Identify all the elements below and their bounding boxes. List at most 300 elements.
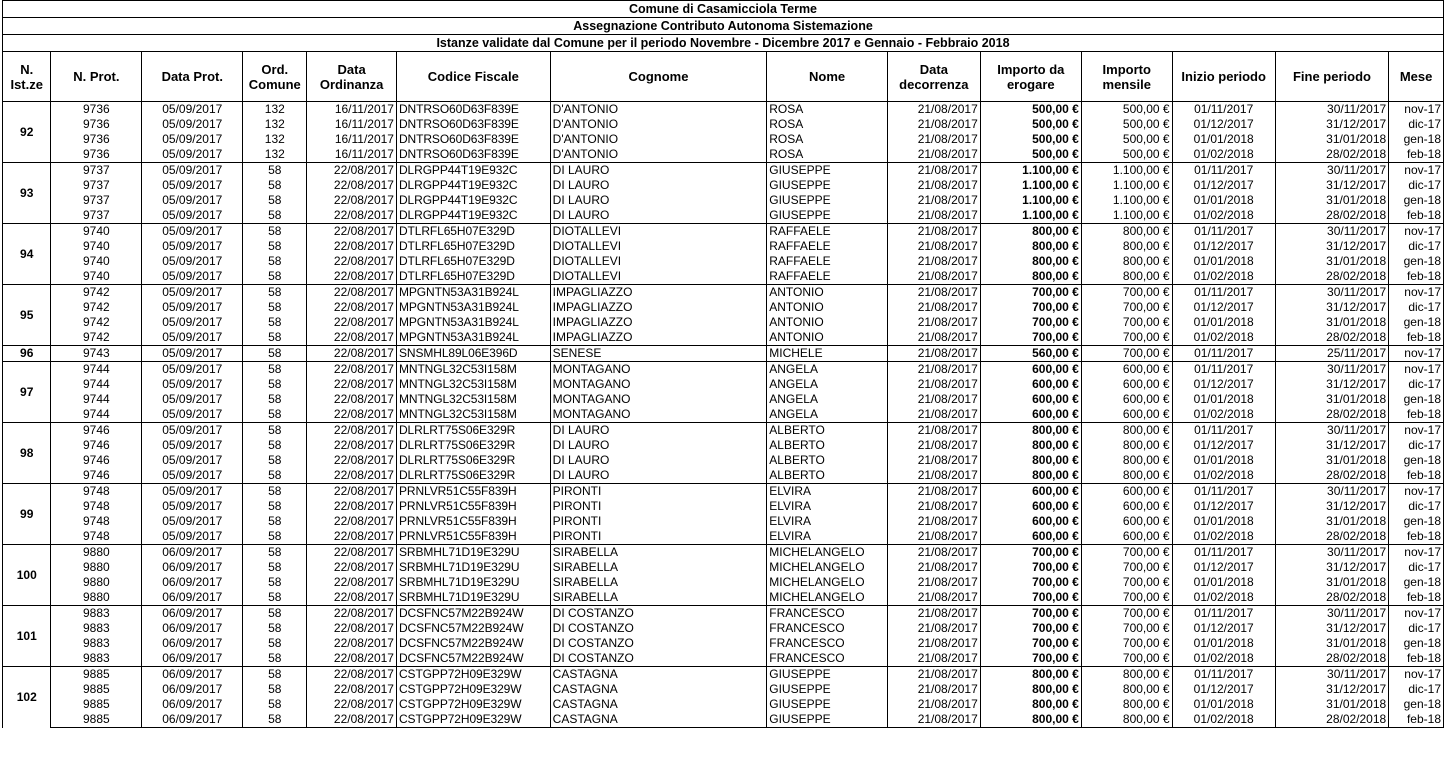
cell-ord-comune: 58 bbox=[243, 560, 307, 575]
table-row bbox=[3, 407, 1444, 423]
table-row bbox=[3, 346, 1444, 362]
cell-nome: MICHELE bbox=[767, 346, 888, 362]
cell-nome: GIUSEPPE bbox=[767, 712, 888, 728]
cell-mese: nov-17 bbox=[1389, 423, 1444, 439]
table-row bbox=[3, 453, 1444, 468]
cell-nome: RAFFAELE bbox=[767, 224, 888, 240]
cell-importo-mensile: 600,00 € bbox=[1081, 407, 1172, 423]
cell-mese: gen-18 bbox=[1389, 575, 1444, 590]
cell-ord-comune: 132 bbox=[243, 147, 307, 163]
cell-data-prot: 05/09/2017 bbox=[142, 102, 243, 118]
cell-data-decorrenza: 21/08/2017 bbox=[887, 484, 980, 500]
cell-importo-mensile: 700,00 € bbox=[1081, 300, 1172, 315]
cell-nome: GIUSEPPE bbox=[767, 682, 888, 697]
cell-data-decorrenza: 21/08/2017 bbox=[887, 407, 980, 423]
cell-nome: ELVIRA bbox=[767, 484, 888, 500]
cell-fine-periodo: 28/02/2018 bbox=[1275, 590, 1388, 606]
cell-cognome: CASTAGNA bbox=[550, 667, 767, 683]
cell-data-decorrenza: 21/08/2017 bbox=[887, 102, 980, 118]
cell-data-prot: 05/09/2017 bbox=[142, 468, 243, 484]
cell-fine-periodo: 31/12/2017 bbox=[1275, 300, 1388, 315]
cell-fine-periodo: 30/11/2017 bbox=[1275, 362, 1388, 378]
col-header-codice-fiscale: Codice Fiscale bbox=[396, 52, 550, 102]
cell-importo-erogare: 800,00 € bbox=[980, 224, 1081, 240]
cell-ord-comune: 58 bbox=[243, 590, 307, 606]
table-row bbox=[3, 208, 1444, 224]
cell-ord-comune: 58 bbox=[243, 468, 307, 484]
cell-mese: gen-18 bbox=[1389, 697, 1444, 712]
col-header-data-prot: Data Prot. bbox=[142, 52, 243, 102]
table-row bbox=[3, 484, 1444, 500]
cell-inizio-periodo: 01/11/2017 bbox=[1172, 163, 1275, 179]
cell-importo-erogare: 700,00 € bbox=[980, 545, 1081, 561]
col-header-n-prot: N. Prot. bbox=[51, 52, 142, 102]
cell-ord-comune: 58 bbox=[243, 315, 307, 330]
cell-importo-erogare: 500,00 € bbox=[980, 132, 1081, 147]
cell-cognome: SIRABELLA bbox=[550, 575, 767, 590]
cell-data-prot: 05/09/2017 bbox=[142, 208, 243, 224]
cell-inizio-periodo: 01/01/2018 bbox=[1172, 392, 1275, 407]
cell-data-decorrenza: 21/08/2017 bbox=[887, 636, 980, 651]
istanza-group bbox=[3, 102, 1444, 163]
cell-inizio-periodo: 01/02/2018 bbox=[1172, 407, 1275, 423]
cell-n-prot: 9740 bbox=[51, 269, 142, 285]
cell-importo-mensile: 500,00 € bbox=[1081, 102, 1172, 118]
cell-n-prot: 9885 bbox=[51, 682, 142, 697]
cell-ord-comune: 58 bbox=[243, 651, 307, 667]
cell-cognome: DI LAURO bbox=[550, 468, 767, 484]
cell-n-prot: 9880 bbox=[51, 575, 142, 590]
cell-data-prot: 05/09/2017 bbox=[142, 239, 243, 254]
table-row bbox=[3, 468, 1444, 484]
cell-importo-erogare: 1.100,00 € bbox=[980, 208, 1081, 224]
cell-cognome: IMPAGLIAZZO bbox=[550, 300, 767, 315]
cell-n-prot: 9744 bbox=[51, 407, 142, 423]
cell-fine-periodo: 28/02/2018 bbox=[1275, 330, 1388, 346]
cell-nome: ALBERTO bbox=[767, 438, 888, 453]
cell-n-prot: 9742 bbox=[51, 330, 142, 346]
cell-codice-fiscale: MNTNGL32C53I158M bbox=[396, 392, 550, 407]
cell-importo-erogare: 700,00 € bbox=[980, 285, 1081, 301]
cell-importo-erogare: 700,00 € bbox=[980, 300, 1081, 315]
cell-codice-fiscale: DCSFNC57M22B924W bbox=[396, 621, 550, 636]
cell-nome: ALBERTO bbox=[767, 423, 888, 439]
cell-nome: GIUSEPPE bbox=[767, 697, 888, 712]
cell-fine-periodo: 31/01/2018 bbox=[1275, 132, 1388, 147]
cell-codice-fiscale: DTLRFL65H07E329D bbox=[396, 254, 550, 269]
cell-ord-comune: 58 bbox=[243, 529, 307, 545]
cell-data-prot: 05/09/2017 bbox=[142, 484, 243, 500]
cell-data-ordinanza: 22/08/2017 bbox=[307, 590, 397, 606]
cell-data-decorrenza: 21/08/2017 bbox=[887, 285, 980, 301]
col-header-mese: Mese bbox=[1389, 52, 1444, 102]
cell-nome: ROSA bbox=[767, 147, 888, 163]
cell-data-decorrenza: 21/08/2017 bbox=[887, 529, 980, 545]
cell-fine-periodo: 30/11/2017 bbox=[1275, 224, 1388, 240]
cell-data-decorrenza: 21/08/2017 bbox=[887, 438, 980, 453]
cell-nome: GIUSEPPE bbox=[767, 178, 888, 193]
cell-data-prot: 05/09/2017 bbox=[142, 423, 243, 439]
cell-codice-fiscale: CSTGPP72H09E329W bbox=[396, 697, 550, 712]
cell-n-prot: 9880 bbox=[51, 590, 142, 606]
cell-fine-periodo: 31/01/2018 bbox=[1275, 392, 1388, 407]
cell-mese: gen-18 bbox=[1389, 453, 1444, 468]
table-row bbox=[3, 697, 1444, 712]
table-row bbox=[3, 193, 1444, 208]
cell-data-ordinanza: 22/08/2017 bbox=[307, 529, 397, 545]
cell-ord-comune: 58 bbox=[243, 682, 307, 697]
cell-data-ordinanza: 22/08/2017 bbox=[307, 330, 397, 346]
cell-data-decorrenza: 21/08/2017 bbox=[887, 621, 980, 636]
cell-data-prot: 05/09/2017 bbox=[142, 315, 243, 330]
cell-data-ordinanza: 22/08/2017 bbox=[307, 193, 397, 208]
cell-codice-fiscale: PRNLVR51C55F839H bbox=[396, 529, 550, 545]
cell-data-decorrenza: 21/08/2017 bbox=[887, 423, 980, 439]
cell-inizio-periodo: 01/01/2018 bbox=[1172, 132, 1275, 147]
cell-data-decorrenza: 21/08/2017 bbox=[887, 163, 980, 179]
cell-nome: ELVIRA bbox=[767, 514, 888, 529]
cell-cognome: CASTAGNA bbox=[550, 712, 767, 728]
cell-nome: MICHELANGELO bbox=[767, 590, 888, 606]
cell-importo-mensile: 800,00 € bbox=[1081, 712, 1172, 728]
cell-mese: dic-17 bbox=[1389, 178, 1444, 193]
cell-nome: RAFFAELE bbox=[767, 239, 888, 254]
cell-importo-mensile: 700,00 € bbox=[1081, 560, 1172, 575]
cell-data-ordinanza: 16/11/2017 bbox=[307, 102, 397, 118]
cell-cognome: CASTAGNA bbox=[550, 697, 767, 712]
cell-ord-comune: 58 bbox=[243, 453, 307, 468]
cell-codice-fiscale: DNTRSO60D63F839E bbox=[396, 147, 550, 163]
cell-data-decorrenza: 21/08/2017 bbox=[887, 667, 980, 683]
col-header-data-decorrenza: Data decorrenza bbox=[887, 52, 980, 102]
cell-importo-erogare: 800,00 € bbox=[980, 712, 1081, 728]
cell-fine-periodo: 31/12/2017 bbox=[1275, 682, 1388, 697]
cell-codice-fiscale: DNTRSO60D63F839E bbox=[396, 102, 550, 118]
cell-codice-fiscale: CSTGPP72H09E329W bbox=[396, 667, 550, 683]
cell-nome: GIUSEPPE bbox=[767, 163, 888, 179]
table-row bbox=[3, 682, 1444, 697]
cell-codice-fiscale: DLRGPP44T19E932C bbox=[396, 178, 550, 193]
cell-importo-erogare: 600,00 € bbox=[980, 362, 1081, 378]
cell-codice-fiscale: CSTGPP72H09E329W bbox=[396, 682, 550, 697]
cell-data-decorrenza: 21/08/2017 bbox=[887, 590, 980, 606]
cell-importo-mensile: 800,00 € bbox=[1081, 667, 1172, 683]
cell-data-prot: 06/09/2017 bbox=[142, 560, 243, 575]
cell-fine-periodo: 31/01/2018 bbox=[1275, 575, 1388, 590]
cell-data-prot: 06/09/2017 bbox=[142, 621, 243, 636]
cell-inizio-periodo: 01/12/2017 bbox=[1172, 178, 1275, 193]
cell-codice-fiscale: MPGNTN53A31B924L bbox=[396, 285, 550, 301]
cell-data-prot: 05/09/2017 bbox=[142, 499, 243, 514]
table-row bbox=[3, 147, 1444, 163]
istanza-number: 98 bbox=[3, 423, 51, 484]
cell-mese: feb-18 bbox=[1389, 407, 1444, 423]
cell-fine-periodo: 28/02/2018 bbox=[1275, 269, 1388, 285]
cell-cognome: DI LAURO bbox=[550, 193, 767, 208]
cell-codice-fiscale: SRBMHL71D19E329U bbox=[396, 560, 550, 575]
istanza-number: 94 bbox=[3, 224, 51, 285]
cell-fine-periodo: 31/01/2018 bbox=[1275, 254, 1388, 269]
table-row bbox=[3, 132, 1444, 147]
cell-nome: ELVIRA bbox=[767, 499, 888, 514]
istanza-group bbox=[3, 163, 1444, 224]
cell-fine-periodo: 31/12/2017 bbox=[1275, 117, 1388, 132]
cell-data-decorrenza: 21/08/2017 bbox=[887, 545, 980, 561]
cell-data-prot: 05/09/2017 bbox=[142, 438, 243, 453]
table-row bbox=[3, 224, 1444, 240]
cell-data-prot: 06/09/2017 bbox=[142, 590, 243, 606]
cell-n-prot: 9883 bbox=[51, 606, 142, 622]
cell-nome: ROSA bbox=[767, 117, 888, 132]
cell-ord-comune: 58 bbox=[243, 193, 307, 208]
cell-cognome: DI LAURO bbox=[550, 453, 767, 468]
cell-mese: nov-17 bbox=[1389, 545, 1444, 561]
cell-data-decorrenza: 21/08/2017 bbox=[887, 499, 980, 514]
title-period: Istanze validate dal Comune per il periodo Novembre - Dicembre 2017 e Gennaio - Febbraio 2018 bbox=[3, 35, 1444, 52]
cell-importo-mensile: 800,00 € bbox=[1081, 239, 1172, 254]
table-row bbox=[3, 590, 1444, 606]
cell-cognome: DIOTALLEVI bbox=[550, 224, 767, 240]
cell-cognome: DIOTALLEVI bbox=[550, 254, 767, 269]
cell-codice-fiscale: DLRLRT75S06E329R bbox=[396, 423, 550, 439]
cell-ord-comune: 58 bbox=[243, 254, 307, 269]
cell-fine-periodo: 31/12/2017 bbox=[1275, 560, 1388, 575]
cell-fine-periodo: 31/01/2018 bbox=[1275, 193, 1388, 208]
cell-importo-mensile: 500,00 € bbox=[1081, 117, 1172, 132]
table-row bbox=[3, 392, 1444, 407]
cell-cognome: IMPAGLIAZZO bbox=[550, 285, 767, 301]
cell-mese: dic-17 bbox=[1389, 300, 1444, 315]
cell-inizio-periodo: 01/12/2017 bbox=[1172, 682, 1275, 697]
cell-mese: gen-18 bbox=[1389, 514, 1444, 529]
cell-inizio-periodo: 01/01/2018 bbox=[1172, 697, 1275, 712]
istanza-number: 97 bbox=[3, 362, 51, 423]
cell-importo-erogare: 800,00 € bbox=[980, 682, 1081, 697]
cell-nome: MICHELANGELO bbox=[767, 560, 888, 575]
col-header-cognome: Cognome bbox=[550, 52, 767, 102]
cell-ord-comune: 58 bbox=[243, 377, 307, 392]
cell-nome: ANGELA bbox=[767, 377, 888, 392]
cell-inizio-periodo: 01/12/2017 bbox=[1172, 560, 1275, 575]
table-row bbox=[3, 514, 1444, 529]
istanza-number: 93 bbox=[3, 163, 51, 224]
cell-importo-erogare: 600,00 € bbox=[980, 484, 1081, 500]
cell-importo-erogare: 700,00 € bbox=[980, 575, 1081, 590]
cell-inizio-periodo: 01/02/2018 bbox=[1172, 468, 1275, 484]
cell-cognome: SENESE bbox=[550, 346, 767, 362]
cell-data-prot: 05/09/2017 bbox=[142, 178, 243, 193]
cell-importo-mensile: 1.100,00 € bbox=[1081, 178, 1172, 193]
cell-importo-erogare: 500,00 € bbox=[980, 102, 1081, 118]
cell-codice-fiscale: SRBMHL71D19E329U bbox=[396, 575, 550, 590]
cell-importo-mensile: 600,00 € bbox=[1081, 362, 1172, 378]
cell-importo-erogare: 800,00 € bbox=[980, 453, 1081, 468]
table-row bbox=[3, 239, 1444, 254]
cell-data-ordinanza: 22/08/2017 bbox=[307, 254, 397, 269]
cell-codice-fiscale: DLRLRT75S06E329R bbox=[396, 438, 550, 453]
cell-cognome: PIRONTI bbox=[550, 514, 767, 529]
cell-data-ordinanza: 22/08/2017 bbox=[307, 377, 397, 392]
table-row bbox=[3, 163, 1444, 179]
istanza-number: 102 bbox=[3, 667, 51, 728]
table-row bbox=[3, 178, 1444, 193]
cell-inizio-periodo: 01/11/2017 bbox=[1172, 545, 1275, 561]
table-row bbox=[3, 362, 1444, 378]
cell-n-prot: 9746 bbox=[51, 438, 142, 453]
cell-ord-comune: 58 bbox=[243, 667, 307, 683]
cell-importo-mensile: 800,00 € bbox=[1081, 697, 1172, 712]
cell-nome: ANGELA bbox=[767, 407, 888, 423]
cell-data-ordinanza: 22/08/2017 bbox=[307, 178, 397, 193]
cell-cognome: DI COSTANZO bbox=[550, 636, 767, 651]
cell-nome: ANTONIO bbox=[767, 315, 888, 330]
cell-data-decorrenza: 21/08/2017 bbox=[887, 117, 980, 132]
cell-importo-erogare: 600,00 € bbox=[980, 514, 1081, 529]
cell-importo-mensile: 800,00 € bbox=[1081, 423, 1172, 439]
cell-fine-periodo: 31/12/2017 bbox=[1275, 178, 1388, 193]
cell-data-decorrenza: 21/08/2017 bbox=[887, 239, 980, 254]
cell-mese: nov-17 bbox=[1389, 102, 1444, 118]
cell-mese: dic-17 bbox=[1389, 377, 1444, 392]
cell-nome: ROSA bbox=[767, 132, 888, 147]
cell-importo-mensile: 700,00 € bbox=[1081, 545, 1172, 561]
cell-nome: MICHELANGELO bbox=[767, 545, 888, 561]
cell-nome: ALBERTO bbox=[767, 453, 888, 468]
cell-data-prot: 06/09/2017 bbox=[142, 667, 243, 683]
cell-importo-erogare: 800,00 € bbox=[980, 269, 1081, 285]
table-row bbox=[3, 651, 1444, 667]
cell-importo-mensile: 700,00 € bbox=[1081, 651, 1172, 667]
cell-n-prot: 9746 bbox=[51, 423, 142, 439]
cell-codice-fiscale: MNTNGL32C53I158M bbox=[396, 362, 550, 378]
cell-n-prot: 9885 bbox=[51, 667, 142, 683]
cell-importo-mensile: 700,00 € bbox=[1081, 621, 1172, 636]
cell-codice-fiscale: DLRLRT75S06E329R bbox=[396, 468, 550, 484]
cell-fine-periodo: 31/01/2018 bbox=[1275, 514, 1388, 529]
cell-importo-erogare: 700,00 € bbox=[980, 651, 1081, 667]
cell-n-prot: 9885 bbox=[51, 697, 142, 712]
cell-fine-periodo: 28/02/2018 bbox=[1275, 468, 1388, 484]
cell-ord-comune: 58 bbox=[243, 392, 307, 407]
cell-fine-periodo: 28/02/2018 bbox=[1275, 147, 1388, 163]
cell-n-prot: 9880 bbox=[51, 545, 142, 561]
cell-cognome: SIRABELLA bbox=[550, 590, 767, 606]
cell-cognome: SIRABELLA bbox=[550, 560, 767, 575]
cell-data-ordinanza: 22/08/2017 bbox=[307, 346, 397, 362]
cell-data-ordinanza: 22/08/2017 bbox=[307, 362, 397, 378]
cell-mese: feb-18 bbox=[1389, 712, 1444, 728]
cell-ord-comune: 58 bbox=[243, 575, 307, 590]
cell-importo-erogare: 700,00 € bbox=[980, 590, 1081, 606]
cell-data-ordinanza: 22/08/2017 bbox=[307, 667, 397, 683]
cell-codice-fiscale: PRNLVR51C55F839H bbox=[396, 499, 550, 514]
cell-importo-erogare: 800,00 € bbox=[980, 468, 1081, 484]
cell-data-decorrenza: 21/08/2017 bbox=[887, 362, 980, 378]
table-row bbox=[3, 575, 1444, 590]
cell-n-prot: 9736 bbox=[51, 117, 142, 132]
cell-cognome: DI LAURO bbox=[550, 438, 767, 453]
cell-mese: nov-17 bbox=[1389, 285, 1444, 301]
cell-data-decorrenza: 21/08/2017 bbox=[887, 315, 980, 330]
istanza-group bbox=[3, 484, 1444, 545]
cell-mese: gen-18 bbox=[1389, 254, 1444, 269]
cell-data-ordinanza: 22/08/2017 bbox=[307, 208, 397, 224]
table-row bbox=[3, 499, 1444, 514]
cell-importo-erogare: 1.100,00 € bbox=[980, 193, 1081, 208]
cell-importo-mensile: 700,00 € bbox=[1081, 575, 1172, 590]
cell-importo-erogare: 700,00 € bbox=[980, 621, 1081, 636]
cell-n-prot: 9736 bbox=[51, 147, 142, 163]
cell-data-prot: 05/09/2017 bbox=[142, 117, 243, 132]
cell-fine-periodo: 31/12/2017 bbox=[1275, 621, 1388, 636]
cell-fine-periodo: 28/02/2018 bbox=[1275, 651, 1388, 667]
cell-nome: RAFFAELE bbox=[767, 254, 888, 269]
cell-data-prot: 05/09/2017 bbox=[142, 193, 243, 208]
cell-cognome: DI LAURO bbox=[550, 423, 767, 439]
cell-data-decorrenza: 21/08/2017 bbox=[887, 606, 980, 622]
cell-codice-fiscale: MPGNTN53A31B924L bbox=[396, 300, 550, 315]
cell-n-prot: 9744 bbox=[51, 377, 142, 392]
cell-inizio-periodo: 01/02/2018 bbox=[1172, 590, 1275, 606]
cell-importo-erogare: 1.100,00 € bbox=[980, 163, 1081, 179]
cell-inizio-periodo: 01/01/2018 bbox=[1172, 636, 1275, 651]
cell-importo-mensile: 800,00 € bbox=[1081, 224, 1172, 240]
cell-data-prot: 06/09/2017 bbox=[142, 651, 243, 667]
cell-inizio-periodo: 01/11/2017 bbox=[1172, 484, 1275, 500]
cell-nome: FRANCESCO bbox=[767, 606, 888, 622]
cell-inizio-periodo: 01/11/2017 bbox=[1172, 362, 1275, 378]
cell-data-ordinanza: 22/08/2017 bbox=[307, 407, 397, 423]
cell-data-ordinanza: 22/08/2017 bbox=[307, 560, 397, 575]
cell-data-prot: 05/09/2017 bbox=[142, 514, 243, 529]
cell-cognome: MONTAGANO bbox=[550, 407, 767, 423]
cell-data-prot: 06/09/2017 bbox=[142, 636, 243, 651]
cell-inizio-periodo: 01/01/2018 bbox=[1172, 193, 1275, 208]
cell-inizio-periodo: 01/02/2018 bbox=[1172, 330, 1275, 346]
cell-mese: dic-17 bbox=[1389, 682, 1444, 697]
cell-data-decorrenza: 21/08/2017 bbox=[887, 346, 980, 362]
cell-mese: dic-17 bbox=[1389, 621, 1444, 636]
cell-data-ordinanza: 22/08/2017 bbox=[307, 392, 397, 407]
cell-importo-erogare: 560,00 € bbox=[980, 346, 1081, 362]
cell-inizio-periodo: 01/12/2017 bbox=[1172, 117, 1275, 132]
cell-fine-periodo: 28/02/2018 bbox=[1275, 529, 1388, 545]
cell-data-ordinanza: 22/08/2017 bbox=[307, 438, 397, 453]
cell-importo-mensile: 600,00 € bbox=[1081, 392, 1172, 407]
cell-data-ordinanza: 16/11/2017 bbox=[307, 117, 397, 132]
cell-cognome: SIRABELLA bbox=[550, 545, 767, 561]
cell-n-prot: 9737 bbox=[51, 163, 142, 179]
cell-data-prot: 05/09/2017 bbox=[142, 224, 243, 240]
cell-nome: ANGELA bbox=[767, 392, 888, 407]
cell-data-prot: 05/09/2017 bbox=[142, 392, 243, 407]
cell-inizio-periodo: 01/11/2017 bbox=[1172, 423, 1275, 439]
cell-importo-erogare: 800,00 € bbox=[980, 254, 1081, 269]
cell-codice-fiscale: MPGNTN53A31B924L bbox=[396, 315, 550, 330]
cell-nome: FRANCESCO bbox=[767, 621, 888, 636]
cell-importo-mensile: 1.100,00 € bbox=[1081, 193, 1172, 208]
cell-nome: FRANCESCO bbox=[767, 636, 888, 651]
cell-data-ordinanza: 22/08/2017 bbox=[307, 499, 397, 514]
cell-n-prot: 9748 bbox=[51, 484, 142, 500]
cell-importo-mensile: 800,00 € bbox=[1081, 269, 1172, 285]
cell-ord-comune: 58 bbox=[243, 606, 307, 622]
document-page bbox=[2, 0, 1444, 728]
istanza-group bbox=[3, 362, 1444, 423]
cell-data-decorrenza: 21/08/2017 bbox=[887, 514, 980, 529]
cell-inizio-periodo: 01/11/2017 bbox=[1172, 285, 1275, 301]
cell-fine-periodo: 30/11/2017 bbox=[1275, 163, 1388, 179]
